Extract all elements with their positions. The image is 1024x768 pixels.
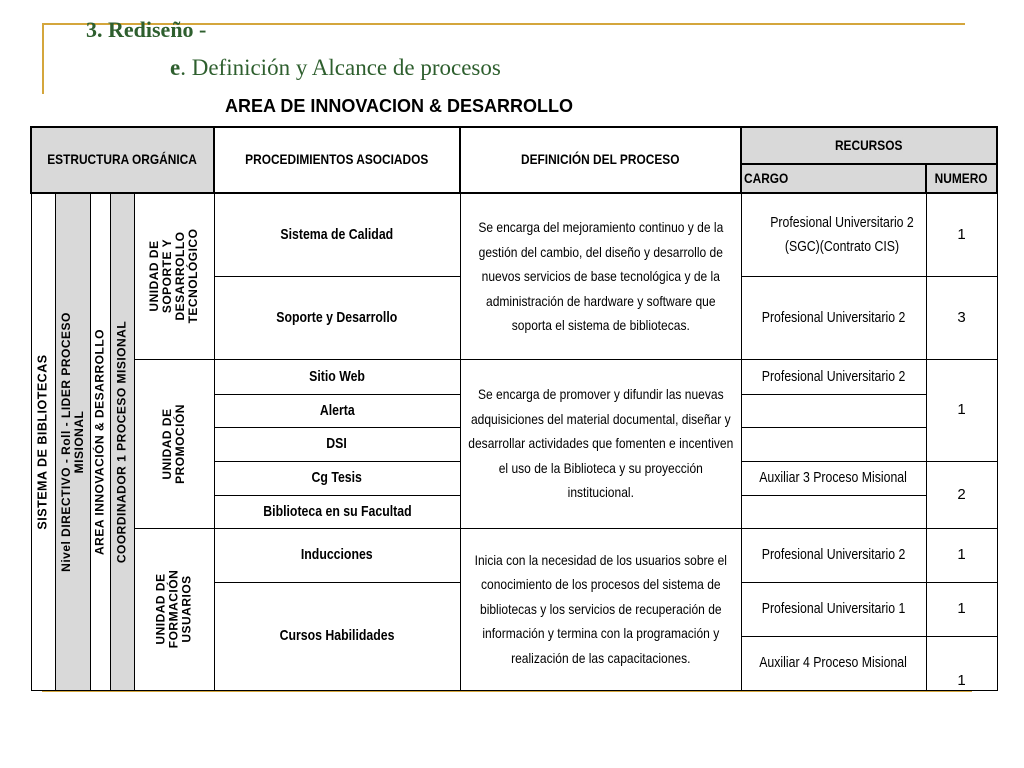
numero-text: 1 xyxy=(957,671,966,689)
definition-formacion xyxy=(460,528,741,690)
cargo-cell xyxy=(741,461,926,495)
vertical-sistema-cell xyxy=(31,193,55,690)
numero-cell xyxy=(926,636,997,690)
unit-promocion-label xyxy=(161,404,187,484)
nivel-label-line2: MISIONAL xyxy=(71,410,86,474)
numero-cell xyxy=(926,582,997,636)
header-recursos-label: RECURSOS xyxy=(835,136,903,153)
cargo-cell xyxy=(741,359,926,394)
procedure-dsi xyxy=(214,427,460,461)
cargo-cell-empty xyxy=(741,427,926,461)
unit-promocion-cell xyxy=(134,359,214,528)
procedure-label: Soporte y Desarrollo xyxy=(276,308,398,326)
unit-soporte-line2: SOPORTE Y xyxy=(160,239,174,314)
procedure-alerta xyxy=(214,394,460,427)
cargo-cell xyxy=(741,636,926,690)
procedure-biblioteca-facultad xyxy=(214,495,460,528)
numero-text: 1 xyxy=(957,225,966,243)
procedure-sistema-calidad xyxy=(214,193,460,276)
header-procedimientos-label: PROCEDIMIENTOS ASOCIADOS xyxy=(245,151,429,167)
definition-soporte xyxy=(460,193,741,359)
numero-cell xyxy=(926,359,997,461)
section-title: 3. Rediseño - xyxy=(86,17,207,42)
unit-formacion-cell xyxy=(134,528,214,690)
definition-text: Se encarga del mejoramiento continuo y de la gestión del cambio, del diseño y desarrollo de nuevos servicios de base tecnológica y de la administración de hardware y software que soporta el sistema de bibliotecas. xyxy=(478,219,723,333)
numero-text: 1 xyxy=(957,546,966,563)
decorative-left-rule xyxy=(42,23,44,94)
cargo-text: Auxiliar 4 Proceso Misional xyxy=(759,654,908,671)
definition-text: Inicia con la necesidad de los usuarios sobre el conocimiento de los procesos del sistema de bibliotecas y los servicios de recuperación de información y termina con la programación y realización de las capacitaciones. xyxy=(474,551,727,666)
procedure-label: Biblioteca en su Facultad xyxy=(262,502,412,520)
unit-promocion-line2: PROMOCIÓN xyxy=(173,403,187,484)
definition-promocion xyxy=(460,359,741,528)
procedure-label: Cursos Habilidades xyxy=(279,627,395,644)
header-cargo xyxy=(741,164,926,193)
procedure-label: Inducciones xyxy=(301,546,373,563)
procedure-sitio-web xyxy=(214,359,460,394)
vertical-nivel-cell xyxy=(55,193,90,690)
cargo-cell-empty xyxy=(741,394,926,427)
coordinador-label: COORDINADOR 1 PROCESO MISIONAL xyxy=(114,320,129,563)
header-cargo-label: CARGO xyxy=(744,169,789,186)
numero-cell xyxy=(926,461,997,528)
header-definicion xyxy=(460,127,741,193)
unit-soporte-cell xyxy=(134,193,214,359)
unit-formacion-label xyxy=(155,570,194,649)
vertical-area-cell xyxy=(90,193,110,690)
cargo-text: Profesional Universitario 2 xyxy=(761,308,906,326)
procedure-label: Cg Tesis xyxy=(311,469,363,486)
numero-cell xyxy=(926,528,997,582)
subtitle-text: . Definición y Alcance de procesos xyxy=(180,55,501,80)
sistema-label: SISTEMA DE BIBLIOTECAS xyxy=(35,354,50,530)
header-estructura xyxy=(31,127,214,193)
procedure-label: DSI xyxy=(326,435,348,452)
cargo-cell-empty xyxy=(741,495,926,528)
area-label: AREA INNOVACIÓN & DESARROLLO xyxy=(92,328,107,555)
header-numero-label: NUMERO xyxy=(935,169,988,186)
cargo-cell xyxy=(741,582,926,636)
numero-cell xyxy=(926,193,997,276)
procedure-inducciones xyxy=(214,528,460,582)
numero-cell xyxy=(926,276,997,359)
header-definicion-label: DEFINICIÓN DEL PROCESO xyxy=(521,151,680,167)
nivel-label xyxy=(60,312,86,572)
unit-soporte-line1: UNIDAD DE xyxy=(147,240,161,312)
procedure-label: Sistema de Calidad xyxy=(280,225,394,243)
header-procedimientos xyxy=(214,127,460,193)
cargo-cell xyxy=(741,193,926,276)
procedure-label: Alerta xyxy=(319,401,355,419)
unit-soporte-line4: TECNOLÓGICO xyxy=(186,228,200,324)
procedure-soporte-desarrollo xyxy=(214,276,460,359)
subtitle-letter: e xyxy=(170,55,181,80)
section-subtitle xyxy=(170,55,501,81)
cargo-cell xyxy=(741,276,926,359)
process-table xyxy=(30,126,998,691)
cargo-cell xyxy=(741,528,926,582)
nivel-label-line1: Nivel DIRECTIVO - Roll - LIDER PROCESO xyxy=(58,311,73,572)
numero-text: 1 xyxy=(957,600,966,617)
unit-formacion-line2: FORMACIÓN xyxy=(166,569,181,649)
unit-promocion-line1: UNIDAD DE xyxy=(160,407,174,480)
cargo-text: Profesional Universitario 1 xyxy=(761,600,906,617)
header-recursos xyxy=(741,127,997,164)
cargo-text: Profesional Universitario 2 xyxy=(761,367,906,385)
area-title: AREA DE INNOVACION & DESARROLLO xyxy=(225,96,574,116)
cargo-text: Profesional Universitario 2 xyxy=(761,546,906,563)
unit-formacion-line1: UNIDAD DE xyxy=(153,573,168,645)
definition-text: Se encarga de promover y difundir las nuevas adquisiciones del material documental, diseñar y desarrollar actividades que fomenten e incentiven el uso de la Biblioteca y su proyección institucional. xyxy=(467,386,734,501)
unit-soporte-line3: DESARROLLO xyxy=(173,231,187,321)
procedure-label: Sitio Web xyxy=(309,367,365,385)
cargo-text: Profesional Universitario 2 (SGC)(Contrato CIS) xyxy=(769,213,914,255)
unit-soporte-label xyxy=(148,229,200,324)
procedure-cursos-habilidades xyxy=(214,582,460,690)
header-estructura-label: ESTRUCTURA ORGÁNICA xyxy=(47,151,198,167)
unit-formacion-line3: USUARIOS xyxy=(179,575,194,643)
vertical-coordinador-cell xyxy=(110,193,134,690)
cargo-text: Auxiliar 3 Proceso Misional xyxy=(759,469,908,486)
header-numero xyxy=(926,164,997,193)
procedure-cg-tesis xyxy=(214,461,460,495)
numero-text: 3 xyxy=(957,308,966,326)
numero-text: 1 xyxy=(957,401,966,418)
numero-text: 2 xyxy=(957,485,966,503)
